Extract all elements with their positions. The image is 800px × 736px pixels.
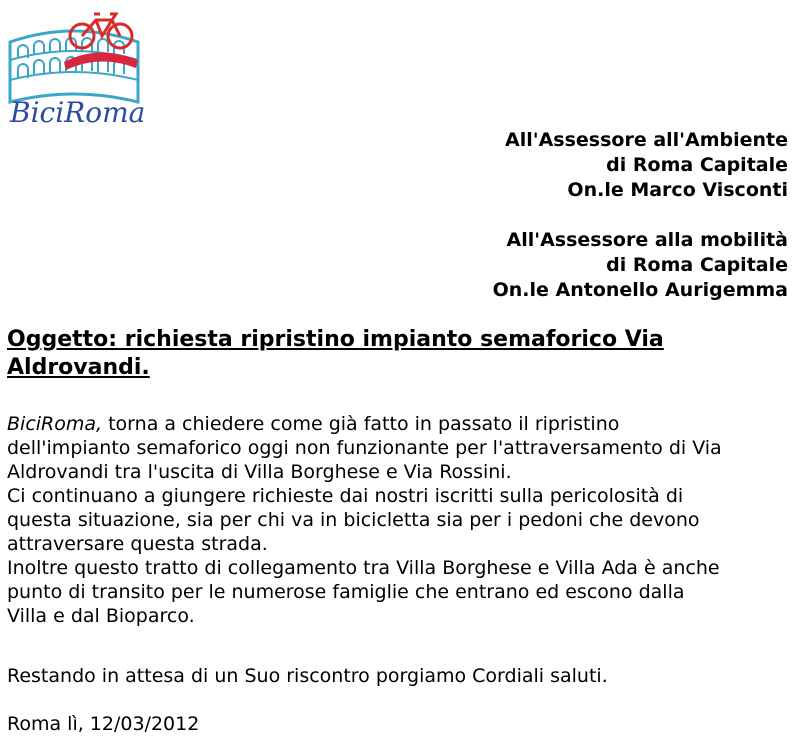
body-line-5: questa situazione, sia per chi va in bicicletta sia per i pedoni che devono (7, 509, 700, 531)
body-line-9: Villa e dal Bioparco. (7, 605, 195, 627)
body-line-8: punto di transito per le numerose famiglie che entrano ed escono dalla (7, 581, 685, 603)
body-line-2: dell'impianto semaforico oggi non funzionante per l'attraversamento di Via (7, 437, 722, 459)
recipient-2-line-2: di Roma Capitale (606, 254, 788, 276)
brand-name: BiciRoma, (7, 413, 103, 435)
recipient-2-line-1: All'Assessore alla mobilità (506, 229, 788, 251)
body-line-7: Inoltre questo tratto di collegamento tra Villa Borghese e Villa Ada è anche (7, 557, 720, 579)
colosseum-bicycle-logo-icon (4, 2, 144, 130)
body-line-4: Ci continuano a giungere richieste dai nostri iscritti sulla pericolosità di (7, 485, 684, 507)
recipient-1-line-1: All'Assessore all'Ambiente (505, 129, 788, 151)
closing-line: Restando in attesa di un Suo riscontro porgiamo Cordiali saluti. (7, 665, 608, 687)
logo-wordmark: BiciRoma (10, 96, 144, 129)
body-line-3: Aldrovandi tra l'uscita di Villa Borghese e Via Rossini. (7, 461, 512, 483)
recipient-1-line-2: di Roma Capitale (606, 154, 788, 176)
body-line-1 (7, 412, 797, 436)
recipient-2-line-3: On.le Antonello Aurigemma (492, 279, 788, 301)
biciroma-logo (4, 2, 144, 130)
body-line-6: attraversare questa strada. (7, 533, 268, 555)
body-line-1-text: torna a chiedere come già fatto in passato il ripristino (102, 413, 620, 435)
date-line: Roma lì, 12/03/2012 (7, 713, 200, 735)
recipient-1 (493, 128, 788, 203)
letter-body (7, 412, 797, 628)
recipient-2 (493, 228, 788, 303)
recipients-block (493, 128, 788, 303)
recipient-1-line-3: On.le Marco Visconti (567, 179, 788, 201)
subject-heading: Oggetto: richiesta ripristino impianto semaforico Via Aldrovandi. (7, 327, 664, 380)
